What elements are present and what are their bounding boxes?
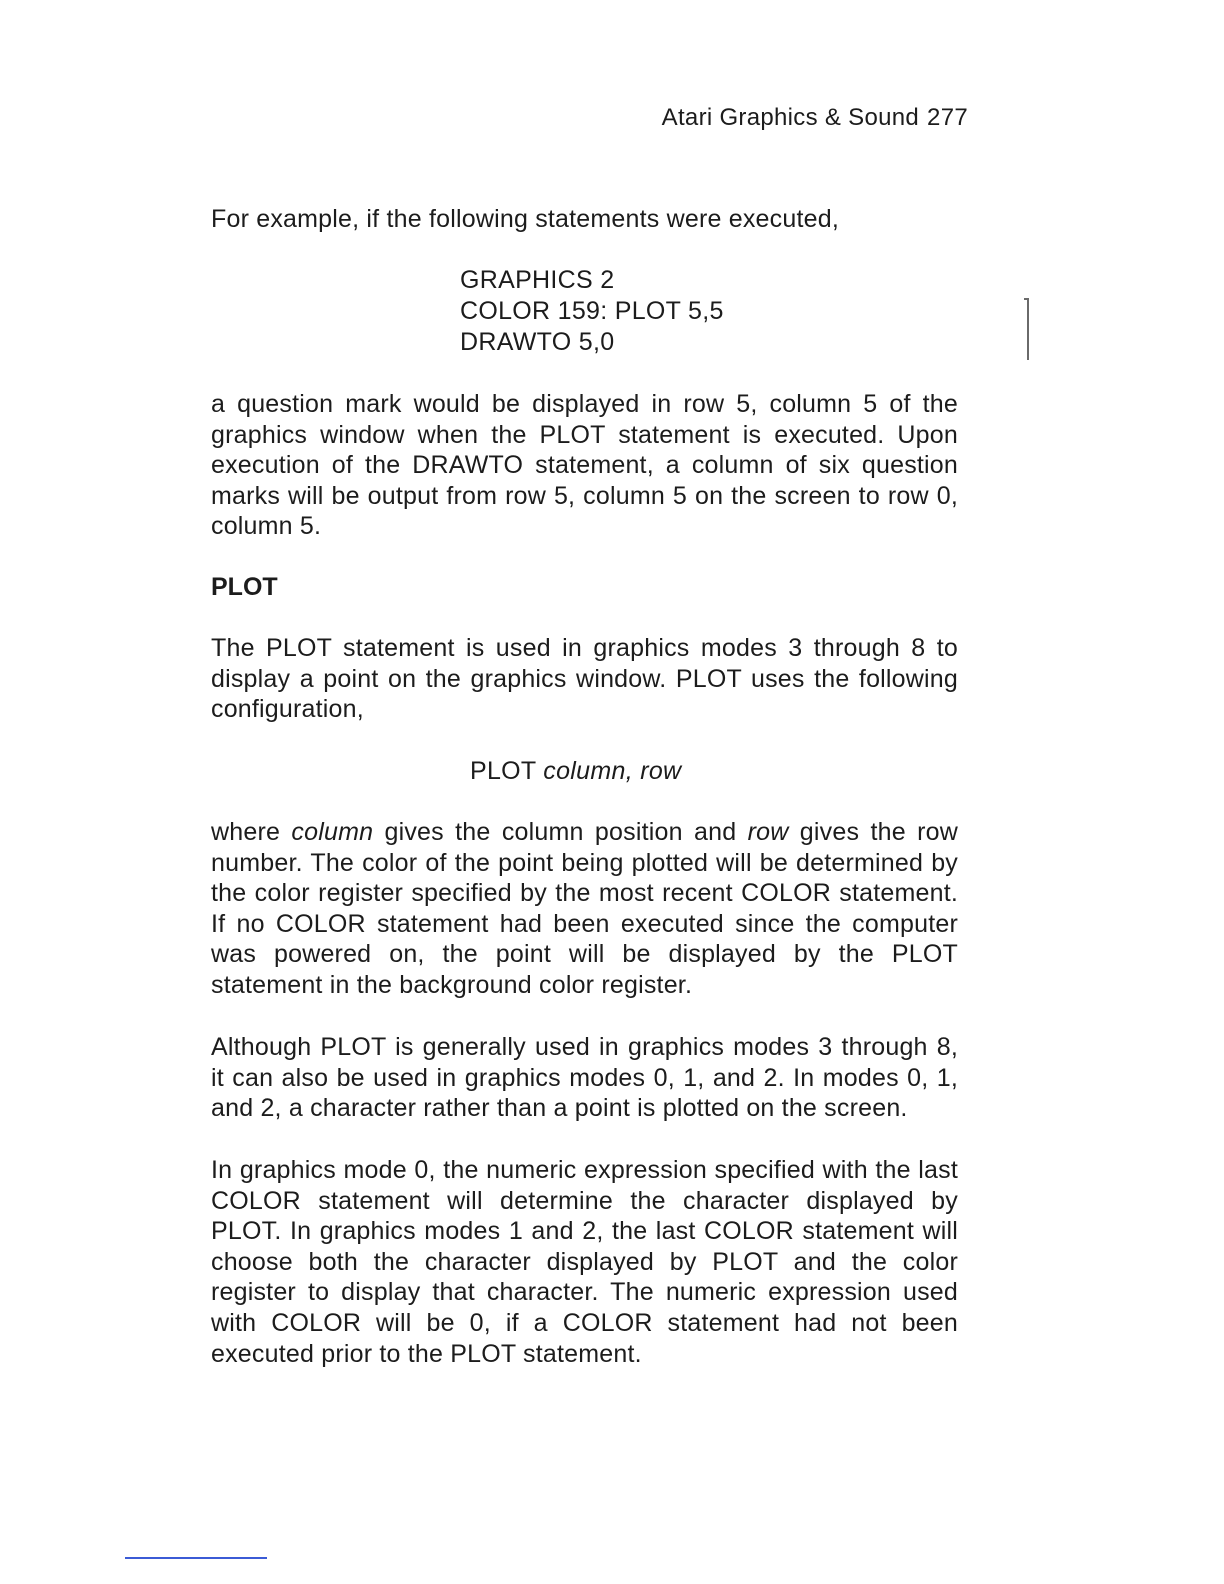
plot-syntax [470,756,681,786]
code-line: GRAPHICS 2 [460,266,615,294]
syntax-keyword: PLOT [470,757,537,785]
scan-artifact-line [125,1557,267,1559]
paragraph-plot-intro: The PLOT statement is used in graphics modes 3 through 8 to display a point on the graphics window. PLOT uses the following configuration, [211,634,958,724]
text-run: where [211,818,292,846]
running-header [600,102,968,134]
intro-sentence: For example, if the following statements were executed, [211,205,839,233]
code-line: DRAWTO 5,0 [460,328,615,356]
section-heading: PLOT [211,573,278,601]
code-example [460,265,724,358]
term-column: column [291,818,374,846]
paragraph-plot-color [211,817,958,1001]
paragraph-plot-mode-zero: In graphics mode 0, the numeric expression specified with the last COLOR statement will determine the character displayed by PLOT. In graphics modes 1 and 2, the last COLOR statement will choose both the character displayed by PLOT and the color register to display that character. The numeric expression used with COLOR will be 0, if a COLOR statement had not been executed prior to the PLOT statement. [211,1156,958,1368]
text-run: gives the row number. The color of the point being plotted will be determined by the color register specified by the most recent COLOR statement. If no COLOR statement had been executed since the computer was powered on, the point will be displayed by the PLOT statement in the background color register. [211,818,958,999]
code-line: COLOR 159: PLOT 5,5 [460,297,724,325]
running-title: Atari Graphics & Sound [661,104,920,131]
page-number: 277 [927,104,968,131]
paragraph-plot-modes: Although PLOT is generally used in graphics modes 3 through 8, it can also be used in graphics modes 0, 1, and 2. In modes 0, 1, and 2, a character rather than a point is plotted on the screen. [211,1033,958,1123]
text-run: gives the column position and [373,818,748,846]
syntax-arg-column: column, [543,757,633,785]
margin-change-bar [1027,298,1029,360]
paragraph-question-mark: a question mark would be displayed in row 5, column 5 of the graphics window when the PLOT statement is executed. Upon execution of the DRAWTO statement, a column of six question marks will be output from row 5, column 5 on the screen to row 0, column 5. [211,390,958,541]
syntax-arg-row: row [640,757,682,785]
term-row: row [747,818,789,846]
